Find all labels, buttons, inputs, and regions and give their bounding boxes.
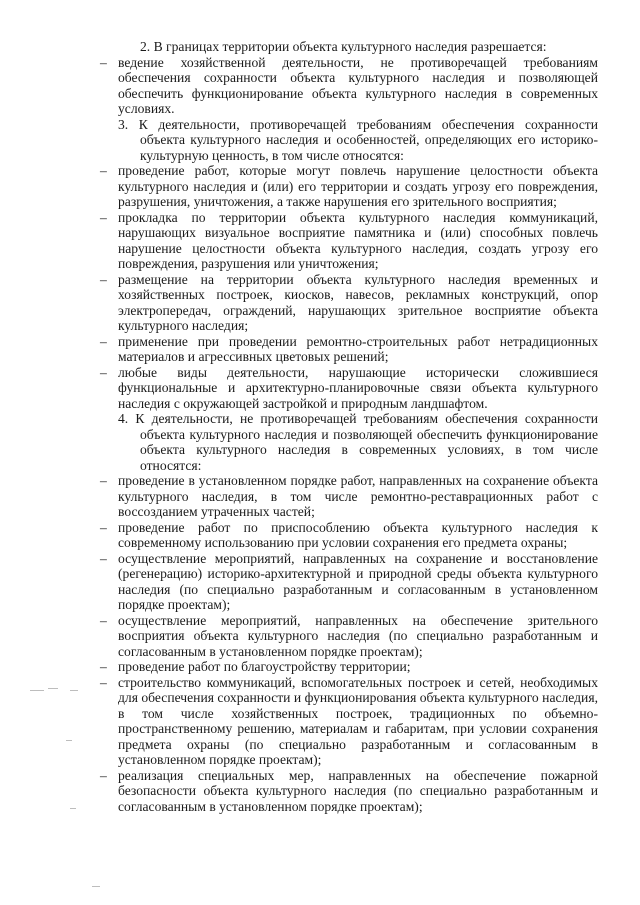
dash-marker: – [100,209,107,225]
dash-list-item [100,674,598,768]
dash-list-item [100,519,598,551]
dash-marker: – [100,612,107,628]
scan-speck [30,690,44,691]
dash-marker: – [100,659,107,674]
dash-list-item [100,767,598,815]
scan-speck [70,690,78,691]
list-item-text: строительство коммуникаций, вспомогательных построек и сетей, необходимых для обеспечения сохранности и функционирования объекта культурного наследия, в том числе хозяйственных построек, традиционных по объемно-пространственному решению, материалам и габаритам, при условии сохранения предмета охраны (по специально разработанным и согласованным в установленном порядке проектам); [118,674,598,767]
dash-marker: – [100,473,107,488]
dash-marker: – [100,674,107,690]
numbered-paragraph: 4. К деятельности, не противоречащей требованиям обеспечения сохранности объекта культурного наследия и позволяющей обеспечить функционирование объекта культурного наследия в современных условиях, в том числе относятся: [118,411,598,473]
dash-marker: – [100,333,107,349]
list-item-text: проведение работ по благоустройству территории; [118,659,411,674]
list-item-text: проведение работ по приспособлению объекта культурного наследия к современному использованию при условии сохранения его предмета охраны; [118,519,598,550]
numbered-paragraph: 3. К деятельности, противоречащей требованиям обеспечения сохранности объекта культурного наследия и особенностей, определяющих его историко-культурную ценность, в том числе относятся: [118,116,598,163]
scan-speck [66,740,72,741]
numbered-paragraph: 2. В границах территории объекта культурного наследия разрешается: [140,39,547,54]
dash-list-item [100,550,598,613]
list-item-text: проведение в установленном порядке работ, направленных на сохранение объекта культурного наследия, в том числе ремонтно-реставрационных работ с воссозданием утраченных частей; [118,473,598,519]
dash-marker: – [100,163,107,178]
scan-speck [92,886,100,887]
list-item-text: размещение на территории объекта культурного наследия временных и хозяйственных построек, киосков, навесов, рекламных конструкций, опор электропередач, ограждений, нарушающих зрительное восприятие объекта культурного наследия; [118,271,598,333]
dash-list-item [100,659,598,675]
dash-marker: – [100,364,107,380]
dash-list-item [100,209,598,272]
list-item-text: осуществление мероприятий, направленных на обеспечение зрительного восприятия объекта культурного наследия (по специально разработанным и согласованным в установленном порядке проектам); [118,612,598,659]
dash-marker: – [100,550,107,566]
list-item-text: проведение работ, которые могут повлечь нарушение целостности объекта культурного наследия и (или) его территории и создать угрозу его повреждения, разрушения, уничтожения, а также нарушения его зрительного восприятия; [118,163,598,209]
list-item-text: реализация специальных мер, направленных на обеспечение пожарной безопасности объекта культурного наследия (по специально разработанным и согласованным в установленном порядке проектам); [118,767,598,814]
list-item-text: осуществление мероприятий, направленных на сохранение и восстановление (регенерацию) историко-архитектурной и природной среды объекта культурного наследия (по специально разработанным и согласованным в установленном порядке проектам); [118,550,598,612]
dash-list-item [100,54,598,117]
dash-list-item [100,163,598,210]
document-body [100,39,598,814]
dash-list-item [100,364,598,412]
dash-marker: – [100,271,107,287]
scan-speck [48,688,58,689]
list-item-text: ведение хозяйственной деятельности, не противоречащей требованиям обеспечения сохранности объекта культурного наследия и позволяющей обеспечить функционирование объекта культурного наследия в современных условиях. [118,54,598,116]
dash-list-item [100,612,598,660]
dash-list-item [100,473,598,520]
list-item-text: любые виды деятельности, нарушающие исторически сложившиеся функциональные и архитектурно-планировочные связи объекта культурного наследия с окружающей застройкой и природным ландшафтом. [118,364,598,411]
dash-list-item [100,271,598,334]
dash-list-item [100,333,598,365]
dash-marker: – [100,519,107,535]
dash-marker: – [100,767,107,783]
list-item-text: применение при проведении ремонтно-строительных работ нетрадиционных материалов и агрессивных цветовых решений; [118,333,598,364]
dash-marker: – [100,54,107,70]
list-item-text: прокладка по территории объекта культурного наследия коммуникаций, нарушающих визуальное восприятие памятника и (или) способных повлечь нарушение целостности объекта культурного наследия, создать угрозу его повреждения, разрушения или уничтожения; [118,209,598,271]
scan-speck [70,808,76,809]
